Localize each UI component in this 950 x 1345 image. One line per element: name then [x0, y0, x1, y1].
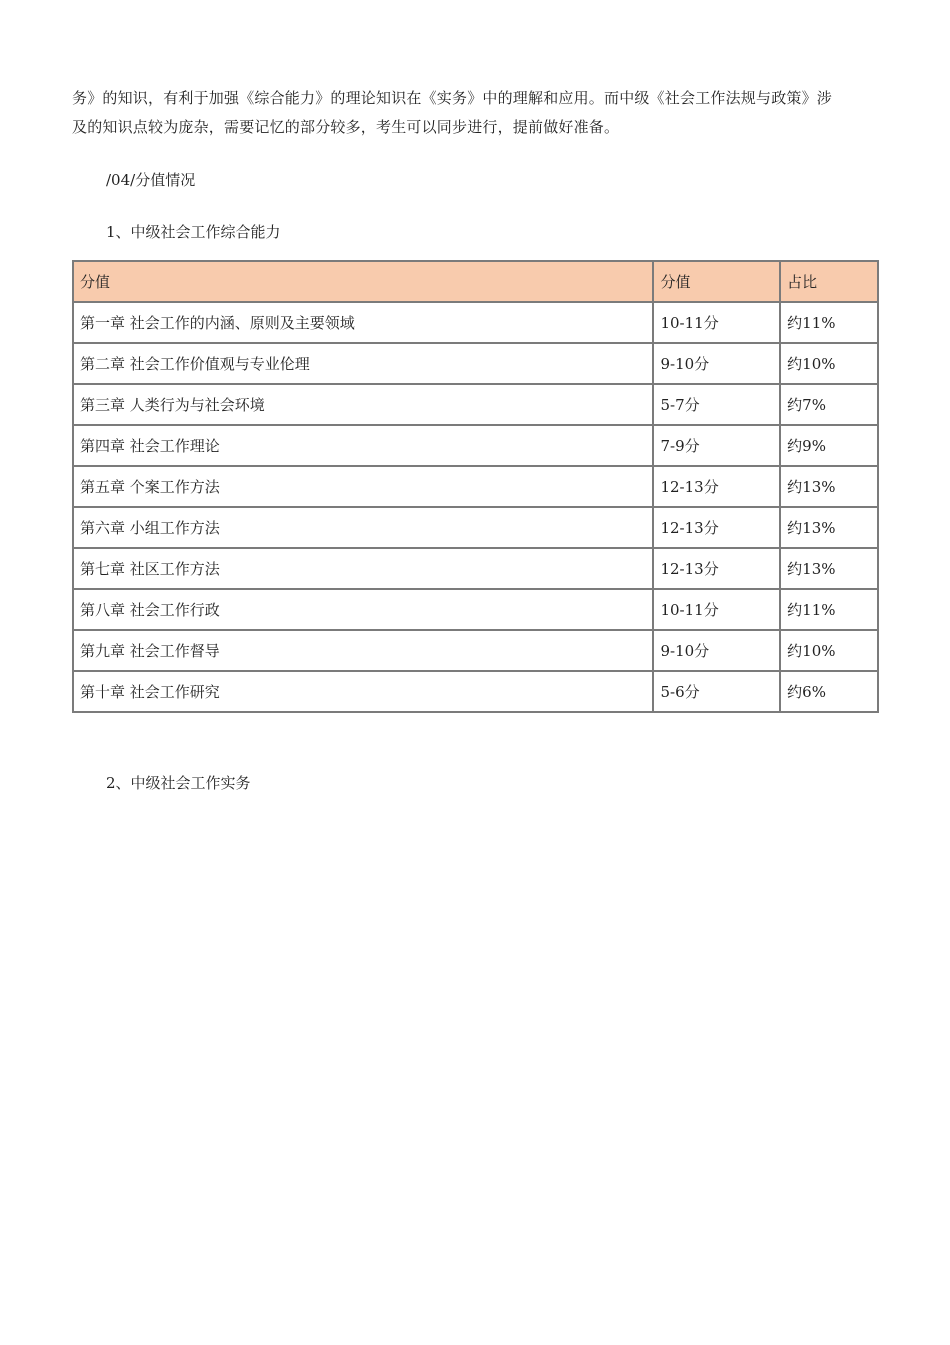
table-row	[73, 671, 878, 712]
intro-line-2: 及的知识点较为庞杂，需要记忆的部分较多，考生可以同步进行，提前做好准备。	[72, 118, 620, 136]
score-cell: 9-10分	[653, 343, 780, 384]
chapter-cell: 第一章 社会工作的内涵、原则及主要领域	[73, 302, 653, 343]
chapter-cell: 第五章 个案工作方法	[73, 466, 653, 507]
table-row	[73, 548, 878, 589]
score-cell: 10-11分	[653, 589, 780, 630]
ratio-cell: 约7%	[780, 384, 878, 425]
table-row	[73, 384, 878, 425]
score-cell: 12-13分	[653, 466, 780, 507]
ratio-cell: 约10%	[780, 343, 878, 384]
chapter-cell: 第七章 社区工作方法	[73, 548, 653, 589]
score-cell: 7-9分	[653, 425, 780, 466]
score-cell: 9-10分	[653, 630, 780, 671]
chapter-cell: 第八章 社会工作行政	[73, 589, 653, 630]
ratio-cell: 约11%	[780, 589, 878, 630]
table-row	[73, 589, 878, 630]
ratio-cell: 约13%	[780, 507, 878, 548]
header-cell-chapter: 分值	[73, 261, 653, 302]
table-row	[73, 343, 878, 384]
subsection-title-practice: 2、中级社会工作实务	[106, 774, 251, 792]
ratio-cell: 约6%	[780, 671, 878, 712]
score-cell: 5-6分	[653, 671, 780, 712]
score-table	[72, 260, 879, 713]
score-cell: 10-11分	[653, 302, 780, 343]
ratio-cell: 约11%	[780, 302, 878, 343]
table-row	[73, 466, 878, 507]
ratio-cell: 约13%	[780, 548, 878, 589]
table-row	[73, 507, 878, 548]
score-cell: 5-7分	[653, 384, 780, 425]
table-row	[73, 302, 878, 343]
section-title: /04/分值情况	[106, 171, 196, 189]
chapter-cell: 第九章 社会工作督导	[73, 630, 653, 671]
ratio-cell: 约10%	[780, 630, 878, 671]
chapter-cell: 第二章 社会工作价值观与专业伦理	[73, 343, 653, 384]
table-header-row	[73, 261, 878, 302]
intro-paragraph	[72, 84, 882, 142]
header-cell-ratio: 占比	[780, 261, 878, 302]
subsection-title-comprehensive: 1、中级社会工作综合能力	[106, 223, 281, 241]
chapter-cell: 第四章 社会工作理论	[73, 425, 653, 466]
score-cell: 12-13分	[653, 548, 780, 589]
chapter-cell: 第十章 社会工作研究	[73, 671, 653, 712]
table-header	[73, 261, 878, 302]
chapter-cell: 第六章 小组工作方法	[73, 507, 653, 548]
intro-line-1: 务》的知识，有利于加强《综合能力》的理论知识在《实务》中的理解和应用。而中级《社会工作法规与政策》涉	[72, 89, 833, 107]
ratio-cell: 约13%	[780, 466, 878, 507]
table-row	[73, 425, 878, 466]
chapter-cell: 第三章 人类行为与社会环境	[73, 384, 653, 425]
ratio-cell: 约9%	[780, 425, 878, 466]
table-row	[73, 630, 878, 671]
header-cell-score: 分值	[653, 261, 780, 302]
score-cell: 12-13分	[653, 507, 780, 548]
table-body	[73, 302, 878, 712]
